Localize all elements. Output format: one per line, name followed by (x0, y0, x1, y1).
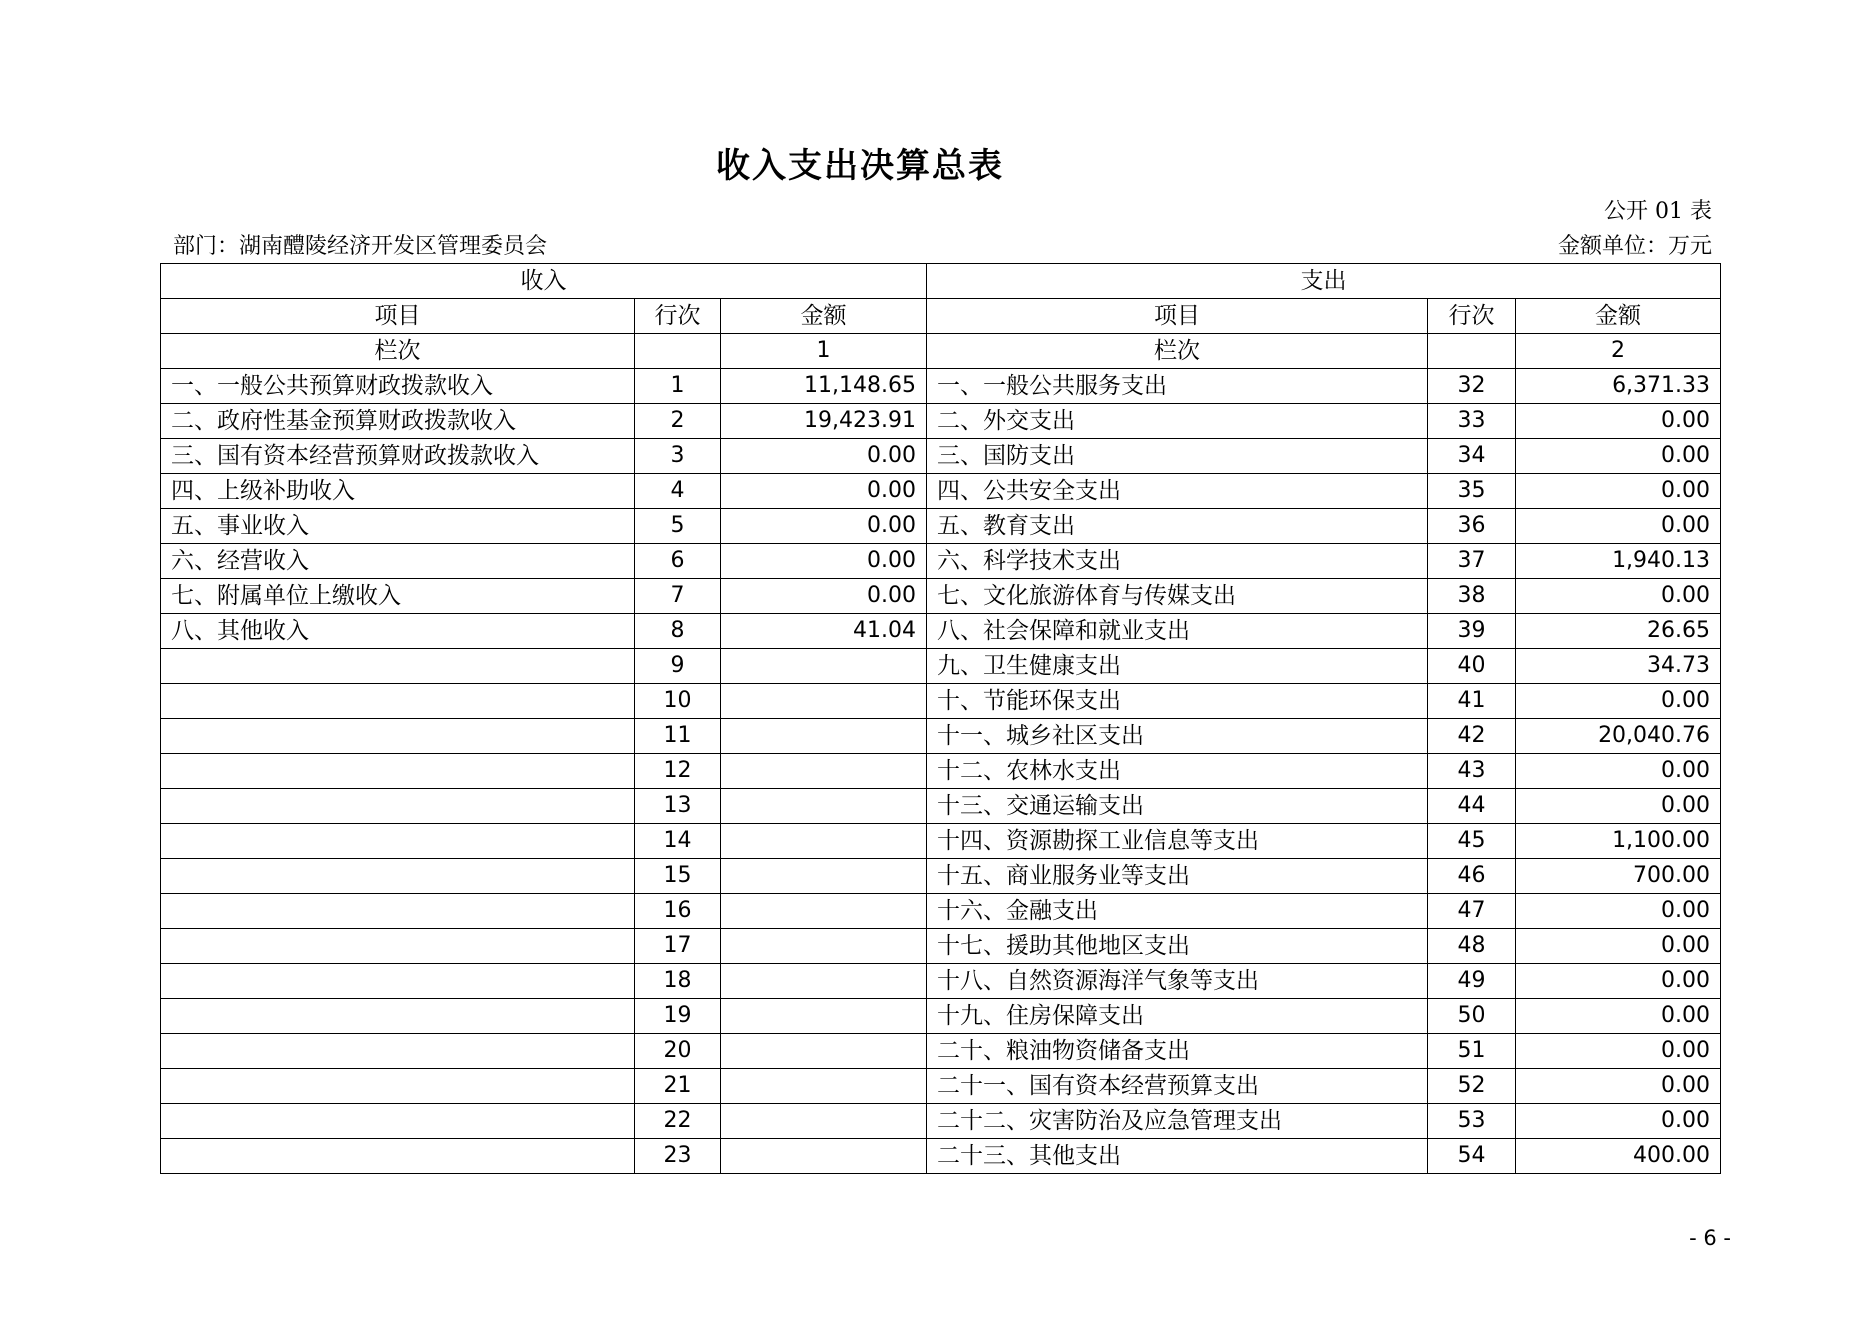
table-row (161, 509, 1721, 544)
income-item-cell: 三、国有资本经营预算财政拨款收入 (161, 439, 635, 474)
expense-row-no-cell: 32 (1428, 369, 1516, 404)
expense-row-no-cell: 39 (1428, 614, 1516, 649)
expense-row-no-cell: 45 (1428, 824, 1516, 859)
income-item-cell: 一、一般公共预算财政拨款收入 (161, 369, 635, 404)
income-amount-cell: 0.00 (721, 579, 927, 614)
income-item-cell (161, 1139, 635, 1174)
expense-item-cell: 十九、住房保障支出 (927, 999, 1428, 1034)
income-row-no-cell: 8 (635, 614, 721, 649)
income-item-cell (161, 754, 635, 789)
expense-row-no-cell: 42 (1428, 719, 1516, 754)
table-row (161, 894, 1721, 929)
income-row-no-cell: 2 (635, 404, 721, 439)
expense-row-no-cell: 35 (1428, 474, 1516, 509)
expense-column-label: 栏次 (927, 334, 1428, 369)
expense-row-no-cell: 33 (1428, 404, 1516, 439)
page-number: - 6 - (1689, 1226, 1731, 1250)
expense-amount-cell: 0.00 (1516, 929, 1721, 964)
table-row (161, 369, 1721, 404)
expense-row-no-cell: 44 (1428, 789, 1516, 824)
income-amount-cell (721, 719, 927, 754)
table-row (161, 964, 1721, 999)
expense-row-no-cell: 47 (1428, 894, 1516, 929)
income-row-no-cell: 13 (635, 789, 721, 824)
income-row-no-cell: 20 (635, 1034, 721, 1069)
table-row (161, 999, 1721, 1034)
amount-unit-label: 金额单位：万元 (1557, 234, 1712, 259)
table-header-section-row (161, 264, 1721, 299)
income-amount-cell: 0.00 (721, 544, 927, 579)
table-row (161, 824, 1721, 859)
table-row (161, 614, 1721, 649)
income-amount-cell (721, 999, 927, 1034)
expense-row-no-cell: 40 (1428, 649, 1516, 684)
expense-amount-cell: 0.00 (1516, 404, 1721, 439)
income-amount-cell (721, 789, 927, 824)
expense-item-cell: 六、科学技术支出 (927, 544, 1428, 579)
expense-row-no-cell: 53 (1428, 1104, 1516, 1139)
form-number: 公开 01 表 (1604, 199, 1712, 224)
income-amount-cell: 41.04 (721, 614, 927, 649)
expense-amount-cell: 0.00 (1516, 579, 1721, 614)
income-amount-cell (721, 649, 927, 684)
income-amount-cell (721, 1104, 927, 1139)
income-row-no-cell: 19 (635, 999, 721, 1034)
income-amount-cell: 0.00 (721, 439, 927, 474)
expense-amount-cell: 0.00 (1516, 509, 1721, 544)
income-amount-cell: 0.00 (721, 509, 927, 544)
expense-amount-cell: 0.00 (1516, 474, 1721, 509)
expense-row-no-cell: 49 (1428, 964, 1516, 999)
income-expense-table (160, 263, 1721, 1174)
income-item-cell: 七、附属单位上缴收入 (161, 579, 635, 614)
income-amount-cell (721, 894, 927, 929)
income-item-cell (161, 719, 635, 754)
income-row-no-cell: 16 (635, 894, 721, 929)
table-row (161, 1034, 1721, 1069)
income-item-cell (161, 649, 635, 684)
income-item-cell (161, 859, 635, 894)
table-row (161, 1104, 1721, 1139)
expense-amount-cell: 0.00 (1516, 754, 1721, 789)
expense-item-cell: 二十二、灾害防治及应急管理支出 (927, 1104, 1428, 1139)
expense-item-cell: 十八、自然资源海洋气象等支出 (927, 964, 1428, 999)
income-column-index: 1 (721, 334, 927, 369)
income-item-cell: 八、其他收入 (161, 614, 635, 649)
expense-row-no-cell: 51 (1428, 1034, 1516, 1069)
income-item-cell (161, 824, 635, 859)
expense-item-cell: 二十三、其他支出 (927, 1139, 1428, 1174)
page-title: 收入支出决算总表 (716, 146, 1004, 186)
expense-row-no-cell: 52 (1428, 1069, 1516, 1104)
table-body (161, 369, 1721, 1174)
expense-row-no-cell: 50 (1428, 999, 1516, 1034)
expense-item-cell: 九、卫生健康支出 (927, 649, 1428, 684)
expense-item-cell: 十六、金融支出 (927, 894, 1428, 929)
income-row-no-cell: 3 (635, 439, 721, 474)
expense-item-cell: 十四、资源勘探工业信息等支出 (927, 824, 1428, 859)
expense-row-no-cell: 36 (1428, 509, 1516, 544)
expense-item-cell: 十五、商业服务业等支出 (927, 859, 1428, 894)
expense-amount-cell: 700.00 (1516, 859, 1721, 894)
expense-amount-cell: 1,100.00 (1516, 824, 1721, 859)
expense-amount-cell: 400.00 (1516, 1139, 1721, 1174)
income-item-cell: 四、上级补助收入 (161, 474, 635, 509)
department-label: 部门：湖南醴陵经济开发区管理委员会 (173, 234, 548, 259)
table-row (161, 439, 1721, 474)
expense-item-cell: 十二、农林水支出 (927, 754, 1428, 789)
table-header-column-index-row (161, 334, 1721, 369)
table-row (161, 684, 1721, 719)
income-row-no-cell: 6 (635, 544, 721, 579)
income-column-blank (635, 334, 721, 369)
income-row-no-cell: 5 (635, 509, 721, 544)
income-item-cell (161, 964, 635, 999)
expense-item-cell: 三、国防支出 (927, 439, 1428, 474)
expense-item-cell: 十、节能环保支出 (927, 684, 1428, 719)
income-amount-cell: 11,148.65 (721, 369, 927, 404)
expense-item-cell: 十七、援助其他地区支出 (927, 929, 1428, 964)
income-row-no-cell: 4 (635, 474, 721, 509)
expense-amount-cell: 0.00 (1516, 439, 1721, 474)
income-item-cell (161, 1104, 635, 1139)
table-row (161, 404, 1721, 439)
expense-amount-cell: 20,040.76 (1516, 719, 1721, 754)
expense-amount-cell: 6,371.33 (1516, 369, 1721, 404)
income-amount-cell (721, 859, 927, 894)
table-row (161, 754, 1721, 789)
expense-amount-cell: 0.00 (1516, 1069, 1721, 1104)
income-amount-cell (721, 684, 927, 719)
expense-item-cell: 五、教育支出 (927, 509, 1428, 544)
income-row-no-cell: 14 (635, 824, 721, 859)
table-header-column-row (161, 299, 1721, 334)
expense-amount-cell: 0.00 (1516, 684, 1721, 719)
income-column-label: 栏次 (161, 334, 635, 369)
expense-row-no-header: 行次 (1428, 299, 1516, 334)
expense-row-no-cell: 48 (1428, 929, 1516, 964)
table-row (161, 719, 1721, 754)
income-item-cell (161, 929, 635, 964)
income-row-no-cell: 15 (635, 859, 721, 894)
income-row-no-cell: 1 (635, 369, 721, 404)
expense-amount-cell: 0.00 (1516, 1104, 1721, 1139)
expense-amount-cell: 1,940.13 (1516, 544, 1721, 579)
expense-item-cell: 二、外交支出 (927, 404, 1428, 439)
income-item-header: 项目 (161, 299, 635, 334)
income-item-cell (161, 789, 635, 824)
expense-item-header: 项目 (927, 299, 1428, 334)
income-item-cell (161, 999, 635, 1034)
table-row (161, 789, 1721, 824)
income-item-cell: 二、政府性基金预算财政拨款收入 (161, 404, 635, 439)
income-row-no-cell: 10 (635, 684, 721, 719)
table-row (161, 649, 1721, 684)
income-item-cell (161, 894, 635, 929)
income-section-header: 收入 (161, 264, 927, 299)
table-row (161, 474, 1721, 509)
expense-item-cell: 十三、交通运输支出 (927, 789, 1428, 824)
expense-row-no-cell: 46 (1428, 859, 1516, 894)
income-amount-cell (721, 1069, 927, 1104)
expense-amount-header: 金额 (1516, 299, 1721, 334)
income-amount-cell: 19,423.91 (721, 404, 927, 439)
income-amount-cell (721, 824, 927, 859)
income-amount-cell (721, 929, 927, 964)
expense-amount-cell: 0.00 (1516, 1034, 1721, 1069)
income-amount-cell (721, 1034, 927, 1069)
expense-row-no-cell: 37 (1428, 544, 1516, 579)
table-row (161, 859, 1721, 894)
income-row-no-cell: 11 (635, 719, 721, 754)
income-row-no-cell: 22 (635, 1104, 721, 1139)
expense-amount-cell: 26.65 (1516, 614, 1721, 649)
table-row (161, 1069, 1721, 1104)
income-row-no-header: 行次 (635, 299, 721, 334)
expense-amount-cell: 0.00 (1516, 964, 1721, 999)
expense-amount-cell: 34.73 (1516, 649, 1721, 684)
income-row-no-cell: 12 (635, 754, 721, 789)
expense-item-cell: 七、文化旅游体育与传媒支出 (927, 579, 1428, 614)
income-amount-cell (721, 754, 927, 789)
expense-item-cell: 二十一、国有资本经营预算支出 (927, 1069, 1428, 1104)
income-item-cell: 五、事业收入 (161, 509, 635, 544)
expense-item-cell: 十一、城乡社区支出 (927, 719, 1428, 754)
expense-row-no-cell: 43 (1428, 754, 1516, 789)
expense-row-no-cell: 54 (1428, 1139, 1516, 1174)
income-item-cell (161, 1069, 635, 1104)
income-row-no-cell: 18 (635, 964, 721, 999)
expense-section-header: 支出 (927, 264, 1721, 299)
income-row-no-cell: 23 (635, 1139, 721, 1174)
expense-amount-cell: 0.00 (1516, 894, 1721, 929)
expense-row-no-cell: 41 (1428, 684, 1516, 719)
income-row-no-cell: 7 (635, 579, 721, 614)
expense-item-cell: 二十、粮油物资储备支出 (927, 1034, 1428, 1069)
expense-row-no-cell: 38 (1428, 579, 1516, 614)
expense-column-index: 2 (1516, 334, 1721, 369)
expense-column-blank (1428, 334, 1516, 369)
expense-item-cell: 四、公共安全支出 (927, 474, 1428, 509)
income-row-no-cell: 9 (635, 649, 721, 684)
table-row (161, 929, 1721, 964)
income-row-no-cell: 17 (635, 929, 721, 964)
income-amount-cell (721, 964, 927, 999)
expense-item-cell: 一、一般公共服务支出 (927, 369, 1428, 404)
table-row (161, 579, 1721, 614)
table-row (161, 544, 1721, 579)
income-amount-header: 金额 (721, 299, 927, 334)
income-item-cell: 六、经营收入 (161, 544, 635, 579)
table-row (161, 1139, 1721, 1174)
expense-amount-cell: 0.00 (1516, 789, 1721, 824)
income-item-cell (161, 684, 635, 719)
income-amount-cell (721, 1139, 927, 1174)
expense-amount-cell: 0.00 (1516, 999, 1721, 1034)
income-row-no-cell: 21 (635, 1069, 721, 1104)
income-amount-cell: 0.00 (721, 474, 927, 509)
expense-item-cell: 八、社会保障和就业支出 (927, 614, 1428, 649)
income-item-cell (161, 1034, 635, 1069)
expense-row-no-cell: 34 (1428, 439, 1516, 474)
